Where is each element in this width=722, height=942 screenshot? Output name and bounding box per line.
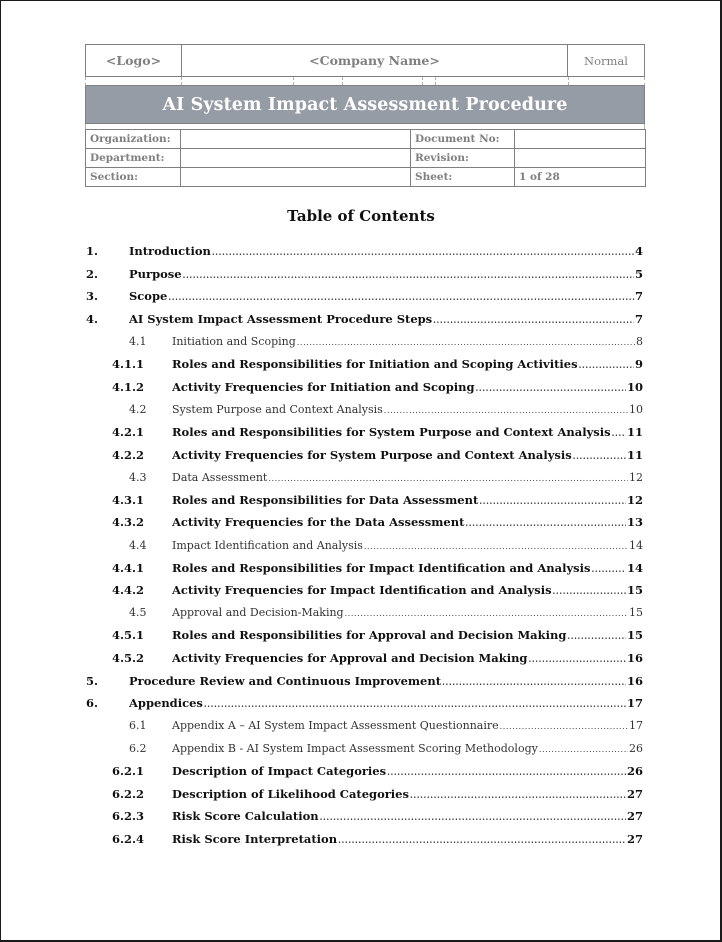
sheet-value: 1 of 28 [515, 168, 646, 187]
toc-entry[interactable] [86, 556, 643, 579]
toc-entry-number: 4.2.1 [112, 425, 145, 440]
document-no-label: Document No: [411, 130, 515, 149]
toc-entry-page: 17 [629, 719, 643, 733]
toc-entry-label: Roles and Responsibilities for Approval and Decision Making [172, 628, 567, 643]
toc-dot-leader [410, 790, 626, 800]
toc-dot-leader [479, 496, 626, 506]
toc-entry[interactable] [86, 827, 643, 850]
toc-dot-leader [168, 292, 634, 302]
toc-entry[interactable] [86, 692, 643, 715]
toc-entry-page: 27 [626, 786, 643, 801]
toc-entry[interactable] [86, 443, 643, 466]
toc-entry-page: 26 [629, 741, 643, 755]
toc-dot-leader [465, 518, 626, 528]
toc-entry-link[interactable] [172, 335, 636, 348]
toc-entry-label: Activity Frequencies for Impact Identification and Analysis [172, 583, 552, 598]
toc-entry-link[interactable] [172, 764, 627, 778]
toc-entry-link[interactable] [172, 471, 629, 484]
toc-entry-page: 12 [629, 470, 643, 484]
header-top-row [85, 44, 645, 77]
toc-dot-leader [539, 745, 628, 754]
toc-dot-leader [433, 315, 634, 325]
toc-entry-link[interactable] [129, 674, 627, 688]
toc-dot-leader [500, 722, 628, 731]
toc-entry-link[interactable] [172, 403, 629, 416]
document-meta-table [85, 129, 646, 187]
toc-entry-page: 8 [636, 335, 643, 349]
toc-dot-leader [387, 767, 626, 777]
toc-entry-page: 12 [626, 492, 643, 507]
organization-label: Organization: [86, 130, 181, 149]
toc-entry[interactable] [86, 466, 643, 489]
toc-entry-link[interactable] [172, 539, 629, 552]
toc-entry-link[interactable] [172, 515, 627, 529]
toc-entry-number: 4.5 [129, 606, 147, 620]
toc-entry-page: 15 [629, 606, 643, 620]
toc-entry-page: 14 [629, 538, 643, 552]
toc-entry[interactable] [86, 624, 643, 647]
department-label: Department: [86, 149, 181, 168]
toc-entry-label: Activity Frequencies for Initiation and Scoping [172, 379, 475, 394]
toc-entry-label: Roles and Responsibilities for Initiation and Scoping Activities [172, 357, 578, 372]
toc-entry-number: 5. [86, 673, 99, 688]
toc-entry-page: 27 [626, 831, 643, 846]
toc-entry-link[interactable] [129, 289, 635, 303]
toc-entry-page: 4 [634, 244, 643, 259]
toc-entry-label: Introduction [129, 244, 211, 259]
toc-entry-number: 6. [86, 696, 99, 711]
toc-entry-number: 1. [86, 244, 99, 259]
toc-entry-page: 13 [626, 515, 643, 530]
header-spacer-row [85, 77, 645, 86]
document-title: AI System Impact Assessment Procedure [85, 86, 645, 124]
toc-entry-link[interactable] [172, 809, 627, 823]
toc-entry[interactable] [86, 669, 643, 692]
toc-entry-label: Roles and Responsibilities for System Purpose and Context Analysis [172, 425, 611, 440]
toc-entry-page: 10 [626, 379, 643, 394]
toc-entry-label: Activity Frequencies for Approval and Decision Making [172, 650, 528, 665]
section-value [181, 168, 411, 187]
classification-label: Normal [584, 53, 628, 68]
toc-entry-number: 4.1.2 [112, 379, 145, 394]
toc-dot-leader [320, 812, 626, 822]
toc-entry[interactable] [86, 240, 643, 263]
toc-entry[interactable] [86, 737, 643, 760]
toc-entry[interactable] [86, 579, 643, 602]
document-no-value [515, 130, 646, 149]
toc-entry-number: 4.2.2 [112, 447, 145, 462]
toc-entry-page: 27 [626, 809, 643, 824]
toc-entry-number: 4.2 [129, 402, 147, 416]
toc-entry[interactable] [86, 805, 643, 828]
toc-entry-link[interactable] [172, 628, 627, 642]
meta-row-department [86, 149, 646, 168]
toc-entry-page: 10 [629, 402, 643, 416]
toc-dot-leader [612, 428, 626, 438]
section-label: Section: [86, 168, 181, 187]
toc-entry[interactable] [86, 353, 643, 376]
toc-dot-leader [297, 338, 635, 347]
meta-row-section [86, 168, 646, 187]
toc-entry-number: 4.3.1 [112, 492, 145, 507]
revision-value [515, 149, 646, 168]
toc-entry[interactable] [86, 285, 643, 308]
toc-dot-leader [183, 270, 634, 280]
toc-entry[interactable] [86, 760, 643, 783]
toc-entry[interactable] [86, 330, 643, 353]
organization-value [181, 130, 411, 149]
toc-dot-leader [442, 677, 626, 687]
toc-entry[interactable] [86, 602, 643, 625]
toc-dot-leader [579, 360, 634, 370]
toc-title: Table of Contents [287, 207, 435, 225]
toc-dot-leader [268, 474, 628, 483]
toc-entry-page: 17 [626, 696, 643, 711]
toc-entry[interactable] [86, 534, 643, 557]
toc-entry-label: Activity Frequencies for System Purpose and Context Analysis [172, 447, 572, 462]
toc-entry-number: 6.2.4 [112, 831, 145, 846]
toc-entry-label: Roles and Responsibilities for Impact Identification and Analysis [172, 560, 591, 575]
toc-entry-link[interactable] [172, 425, 627, 439]
toc-entry[interactable] [86, 308, 643, 331]
toc-entry-link[interactable] [172, 719, 629, 732]
toc-entry-link[interactable] [172, 583, 627, 597]
toc-dot-leader [573, 451, 626, 461]
toc-entry-page: 15 [626, 628, 643, 643]
toc-entry-label: Data Assessment [172, 470, 268, 484]
toc-entry-number: 4.4 [129, 538, 147, 552]
toc-dot-leader [212, 247, 634, 257]
toc-entry-page: 9 [634, 357, 643, 372]
toc-entry[interactable] [86, 263, 643, 286]
toc-dot-leader [567, 631, 626, 641]
toc-entry-link[interactable] [172, 832, 627, 846]
toc-entry-label: Roles and Responsibilities for Data Assessment [172, 492, 479, 507]
toc-entry-link[interactable] [129, 267, 635, 281]
toc-entry[interactable] [86, 511, 643, 534]
toc-entry-link[interactable] [129, 696, 627, 710]
toc-entry[interactable] [86, 489, 643, 512]
toc-entry-number: 4.5.2 [112, 650, 145, 665]
toc-entry-label: AI System Impact Assessment Procedure Steps [129, 312, 433, 327]
toc-entry-number: 2. [86, 266, 99, 281]
toc-entry[interactable] [86, 376, 643, 399]
department-value [181, 149, 411, 168]
toc-entry-link[interactable] [172, 493, 627, 507]
toc-dot-leader [384, 406, 628, 415]
meta-row-organization [86, 130, 646, 149]
toc-dot-leader [476, 383, 626, 393]
toc-entry-link[interactable] [172, 787, 627, 801]
toc-entry-label: Appendix B - AI System Impact Assessment Scoring Methodology [172, 741, 538, 755]
toc-entry-page: 14 [626, 560, 643, 575]
toc-dot-leader [528, 654, 626, 664]
toc-dot-leader [345, 609, 628, 618]
toc-entry-number: 6.2.3 [112, 809, 145, 824]
toc-entry-page: 5 [634, 266, 643, 281]
toc-entry-page: 7 [634, 312, 643, 327]
toc-entry-page: 16 [626, 673, 643, 688]
toc-entry-number: 4.3.2 [112, 515, 145, 530]
toc-dot-leader [364, 542, 628, 551]
toc-entry-label: Appendix A – AI System Impact Assessment Questionnaire [172, 719, 499, 733]
toc-entry[interactable] [86, 714, 643, 737]
toc-entry-number: 6.2 [129, 741, 147, 755]
toc-dot-leader [338, 835, 626, 845]
toc-entry-number: 4.1 [129, 335, 147, 349]
toc-entry-label: Initiation and Scoping [172, 335, 296, 349]
toc-entry-link[interactable] [172, 742, 629, 755]
document-header [85, 44, 645, 187]
toc-entry-label: Procedure Review and Continuous Improvement [129, 673, 442, 688]
toc-entry-number: 4. [86, 312, 99, 327]
toc-entry-number: 4.5.1 [112, 628, 145, 643]
toc-entry-number: 4.1.1 [112, 357, 145, 372]
toc-entry-label: System Purpose and Context Analysis [172, 402, 383, 416]
toc-entry-label: Activity Frequencies for the Data Assessment [172, 515, 465, 530]
toc-dot-leader [591, 564, 626, 574]
toc-entry-number: 4.3 [129, 470, 147, 484]
toc-entry[interactable] [86, 647, 643, 670]
toc-entry-number: 3. [86, 289, 99, 304]
toc-entry-page: 15 [626, 583, 643, 598]
toc-entry-number: 6.1 [129, 719, 147, 733]
company-name: <Company Name> [182, 45, 568, 76]
logo-placeholder: <Logo> [86, 45, 182, 76]
toc-dot-leader [553, 586, 626, 596]
toc-dot-leader [204, 699, 626, 709]
toc-entry[interactable] [86, 398, 643, 421]
toc-entry[interactable] [86, 782, 643, 805]
toc-entry-number: 4.4.1 [112, 560, 145, 575]
toc-entry-number: 6.2.1 [112, 763, 145, 778]
table-of-contents [86, 240, 643, 850]
toc-entry-label: Risk Score Calculation [172, 809, 319, 824]
toc-entry-page: 11 [626, 447, 643, 462]
toc-entry-link[interactable] [172, 448, 627, 462]
toc-entry-label: Approval and Decision-Making [172, 606, 344, 620]
toc-entry-label: Purpose [129, 266, 182, 281]
revision-label: Revision: [411, 149, 515, 168]
toc-entry-label: Appendices [129, 696, 203, 711]
toc-entry[interactable] [86, 421, 643, 444]
toc-entry-link[interactable] [172, 380, 627, 394]
sheet-label: Sheet: [411, 168, 515, 187]
toc-entry-label: Impact Identification and Analysis [172, 538, 363, 552]
toc-entry-number: 6.2.2 [112, 786, 145, 801]
toc-entry-link[interactable] [129, 312, 635, 326]
toc-entry-link[interactable] [172, 606, 629, 619]
toc-entry-link[interactable] [129, 244, 635, 258]
toc-entry-page: 16 [626, 650, 643, 665]
toc-entry-page: 26 [626, 763, 643, 778]
toc-entry-label: Scope [129, 289, 168, 304]
toc-entry-label: Description of Impact Categories [172, 763, 387, 778]
toc-entry-link[interactable] [172, 357, 635, 371]
toc-entry-label: Risk Score Interpretation [172, 831, 338, 846]
toc-entry-link[interactable] [172, 651, 627, 665]
toc-entry-link[interactable] [172, 561, 627, 575]
toc-entry-label: Description of Likelihood Categories [172, 786, 409, 801]
toc-entry-number: 4.4.2 [112, 583, 145, 598]
toc-entry-page: 7 [634, 289, 643, 304]
toc-entry-page: 11 [626, 425, 643, 440]
